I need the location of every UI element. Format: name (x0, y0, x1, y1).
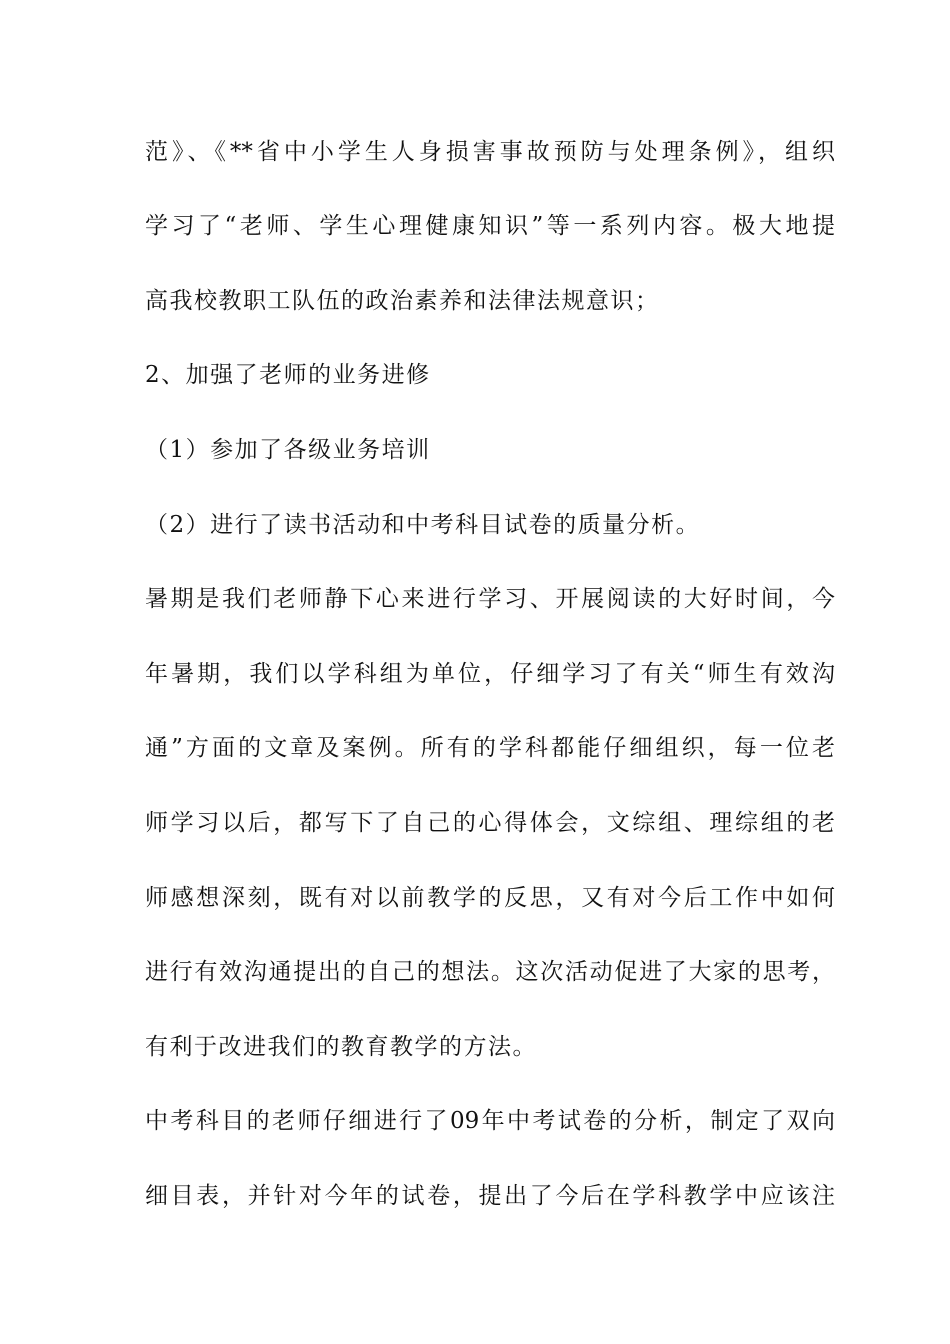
text-line: 学习了“老师、学生心理健康知识”等一系列内容。极大地提 (145, 213, 835, 239)
text-line: 范》、《**省中小学生人身损害事故预防与处理条例》，组织 (145, 139, 835, 165)
text-line: 暑期是我们老师静下心来进行学习、开展阅读的大好时间，今 (145, 586, 835, 612)
text-line: 师学习以后，都写下了自己的心得体会，文综组、理综组的老 (145, 810, 835, 836)
text-line: 进行有效沟通提出的自己的想法。这次活动促进了大家的思考， (145, 959, 835, 985)
text-line: 高我校教职工队伍的政治素养和法律法规意识； (145, 288, 660, 314)
list-item: （1）参加了各级业务培训 (145, 437, 431, 463)
text-line: 年暑期，我们以学科组为单位，仔细学习了有关“师生有效沟 (145, 661, 835, 687)
text-line: 细目表，并针对今年的试卷，提出了今后在学科教学中应该注 (145, 1183, 835, 1209)
text-line: 通”方面的文章及案例。所有的学科都能仔细组织，每一位老 (145, 735, 835, 761)
section-heading: 2、加强了老师的业务进修 (145, 362, 431, 388)
text-line: 师感想深刻，既有对以前教学的反思，又有对今后工作中如何 (145, 885, 835, 911)
text-line: 中考科目的老师仔细进行了09年中考试卷的分析，制定了双向 (145, 1108, 835, 1134)
list-item: （2）进行了读书活动和中考科目试卷的质量分析。 (145, 512, 701, 538)
text-line: 有利于改进我们的教育教学的方法。 (145, 1034, 537, 1060)
